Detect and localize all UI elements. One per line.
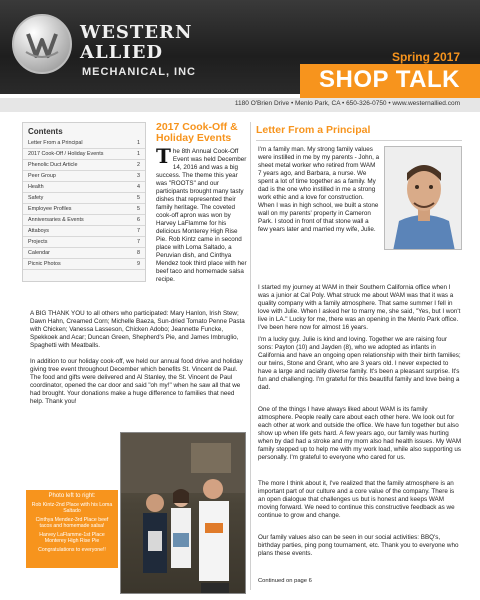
toc-item[interactable]: [23, 248, 145, 259]
toc-item[interactable]: [23, 259, 145, 270]
column-divider: [250, 122, 251, 590]
toc-item-label: Employee Profiles: [28, 206, 72, 212]
toc-item[interactable]: [23, 193, 145, 204]
toc-item[interactable]: [23, 237, 145, 248]
toc-item[interactable]: [23, 160, 145, 171]
photo-caption: [26, 490, 118, 568]
principal-portrait: [384, 146, 462, 250]
caption-line: Rob Kintz-2nd Place with his Loma Saltado: [31, 502, 113, 514]
company-address: 1180 O'Brien Drive • Menlo Park, CA • 650-326-0750 • www.westernallied.com: [234, 100, 460, 107]
toc-item-label: Calendar: [28, 250, 50, 256]
toc-item-page: 3: [137, 173, 140, 179]
toc-item-page: 9: [137, 261, 140, 267]
principal-intro: I'm a family man. My strong family values were instilled in me by my parents - John, a sheet metal worker who retired from WAM 7 years ago, and Barbara, a nurse. We spent a lot of time together as a family. My dad is the one who instilled in me a strong work ethic and a love for construction. When I was in high school, we built a stone wall on my parents' property in Cameron Park. I stood in front of that stone wall a few years later and married my wife, Julie.: [258, 146, 380, 233]
toc-item-label: 2017 Cook-Off / Holiday Events: [28, 151, 104, 157]
toc-item[interactable]: [23, 182, 145, 193]
toc-item-label: Phenolic Duct Article: [28, 162, 78, 168]
principal-heading: Letter From a Principal: [256, 124, 371, 136]
cookoff-winners-photo: [120, 432, 246, 594]
toc-item[interactable]: [23, 226, 145, 237]
company-name-line1: WESTERN: [80, 22, 193, 43]
food-drive-paragraph: In addition to our holiday cook-off, we held our annual food drive and holiday giving tree event throughout December which benefits St. Vincent de Paul. The food and gifts were delivered and Al Stanley, the St. Vincent de Paul coordinator, opened the car door and said "oh my!" when he saw all that we had brought. Your donations make a huge difference to families that need help. Thank you!: [30, 358, 243, 405]
heading-rule: [256, 140, 462, 141]
winners-photo-image: [121, 433, 246, 594]
toc-item-page: 4: [137, 184, 140, 190]
cookoff-heading: 2017 Cook-Off & Holiday Events: [156, 121, 238, 144]
continued-link[interactable]: Continued on page 6: [258, 578, 312, 584]
toc-item[interactable]: [23, 138, 145, 149]
company-logo: [12, 14, 72, 74]
toc-item-label: Safety: [28, 195, 44, 201]
toc-item-label: Anniversaries & Events: [28, 217, 84, 223]
newsletter-title: SHOP TALK: [319, 66, 460, 93]
company-name-line3: MECHANICAL, INC: [82, 66, 196, 78]
toc-item[interactable]: [23, 215, 145, 226]
western-allied-logo-icon: [20, 22, 64, 66]
toc-item-page: 7: [137, 239, 140, 245]
caption-line: Harvey LaFlamme-1st Place Monterey High Rise Pie: [39, 532, 105, 544]
toc-item-page: 5: [137, 206, 140, 212]
table-of-contents: [22, 122, 146, 282]
drop-cap: T: [156, 144, 171, 168]
toc-item-page: 1: [137, 151, 140, 157]
cookoff-intro: [156, 144, 248, 284]
cookoff-intro-text: he 8th Annual Cook-Off Event was held December 14, 2016 and was a big success. The theme this year was "ROOTS" and our participants brought many tasty dishes that represented their family heritage. The coveted cook-off apron was won by Harvey LaFlamme for his delicious Monterey High Rise Pie. Rob Kintz came in second place with Loma Saltado, a Peruvian dish, and Cinthya Mendez took third place with her beef taco and homemade salsa recipe.: [156, 148, 247, 283]
toc-item-label: Peer Group: [28, 173, 56, 179]
toc-item-label: Letter From a Principal: [28, 140, 83, 146]
principal-paragraph: Our family values also can be seen in our social activities: BBQ's, birthday parties, ping pong tournament, etc. Thank you to everyone who plans these events.: [258, 534, 459, 557]
toc-item-page: 1: [137, 140, 140, 146]
toc-item-page: 5: [137, 195, 140, 201]
toc-item-page: 7: [137, 228, 140, 234]
principal-paragraph: I started my journey at WAM in their Southern California office when I was a junior at Cal Poly. What struck me about WAM was that it was a quality company with a family atmosphere. That same summer I fell in love with Julie. When I asked her to marry me, she said, "Yes, but I won't live in LA." Lucky for me, there was an opening in the Menlo Park office. I've been here now for almost 16 years.: [258, 284, 461, 331]
principal-paragraph: The more I think about it, I've realized that the family atmosphere is an important part of our culture and a core value of the company. There is an open dialogue that challenges us but is honest and keeps WAM moving forward. We need to continue this constructive feedback as we continue to grow and change.: [258, 480, 455, 519]
toc-item-page: 6: [137, 217, 140, 223]
caption-line: Cinthya Mendez-3rd Place beef tacos and homemade salsa!: [35, 517, 109, 529]
cookoff-thanks-paragraph: A BIG THANK YOU to all others who participated: Mary Hanlon, Irish Stew; Dawn Hahn, Creamed Corn; Michelle Baeza, Sun-dried Tomato Penne Pasta with Chicken; Vanessa Lasseson, Chicken Adobo; Jeannette Funcke, Spekkoek and Acar; Duncan Green, Shepherd's Pie, and James Imbruglio, Spaghetti with Meatballs.: [30, 310, 245, 349]
principal-paragraph: I'm a lucky guy. Julie is kind and loving. Together we are raising four sons: Payton (10) and Jayden (8), who we adopted as infants in California and have an ongoing open relationship with their birth families; our twins, Stone and Grant, who are 3 years old. I never expected to have a large and racially diverse family. It's been a pleasant surprise. It's fun and challenging. I'm grateful for this beautiful family and love being a dad.: [258, 336, 461, 391]
company-name-line2: ALLIED: [80, 42, 164, 63]
toc-item-page: 2: [137, 162, 140, 168]
toc-item[interactable]: [23, 204, 145, 215]
principal-paragraph: One of the things I have always liked about WAM is its family atmosphere. People really care about each other here. We look out for each other at work and outside the office. We have fun together but also show up when life gets hard. A few years ago, our family was hurting when by dad had a stroke and my mom also had health issues. My WAM family stepped up to help me with my work load, while also supporting us personally. I'm grateful to everyone who cared for us.: [258, 406, 462, 461]
toc-item-label: Picnic Photos: [28, 261, 61, 267]
toc-item-page: 8: [137, 250, 140, 256]
toc-item-label: Projects: [28, 239, 48, 245]
toc-item[interactable]: [23, 149, 145, 160]
caption-line: Congratulations to everyone!!: [38, 547, 106, 553]
toc-item-label: Health: [28, 184, 44, 190]
issue-season: Spring 2017: [391, 50, 460, 64]
toc-title: Contents: [28, 127, 63, 136]
caption-heading: Photo left to right:: [48, 493, 96, 499]
toc-item-label: Attaboys: [28, 228, 49, 234]
principal-portrait-image: [385, 147, 462, 250]
toc-item[interactable]: [23, 171, 145, 182]
